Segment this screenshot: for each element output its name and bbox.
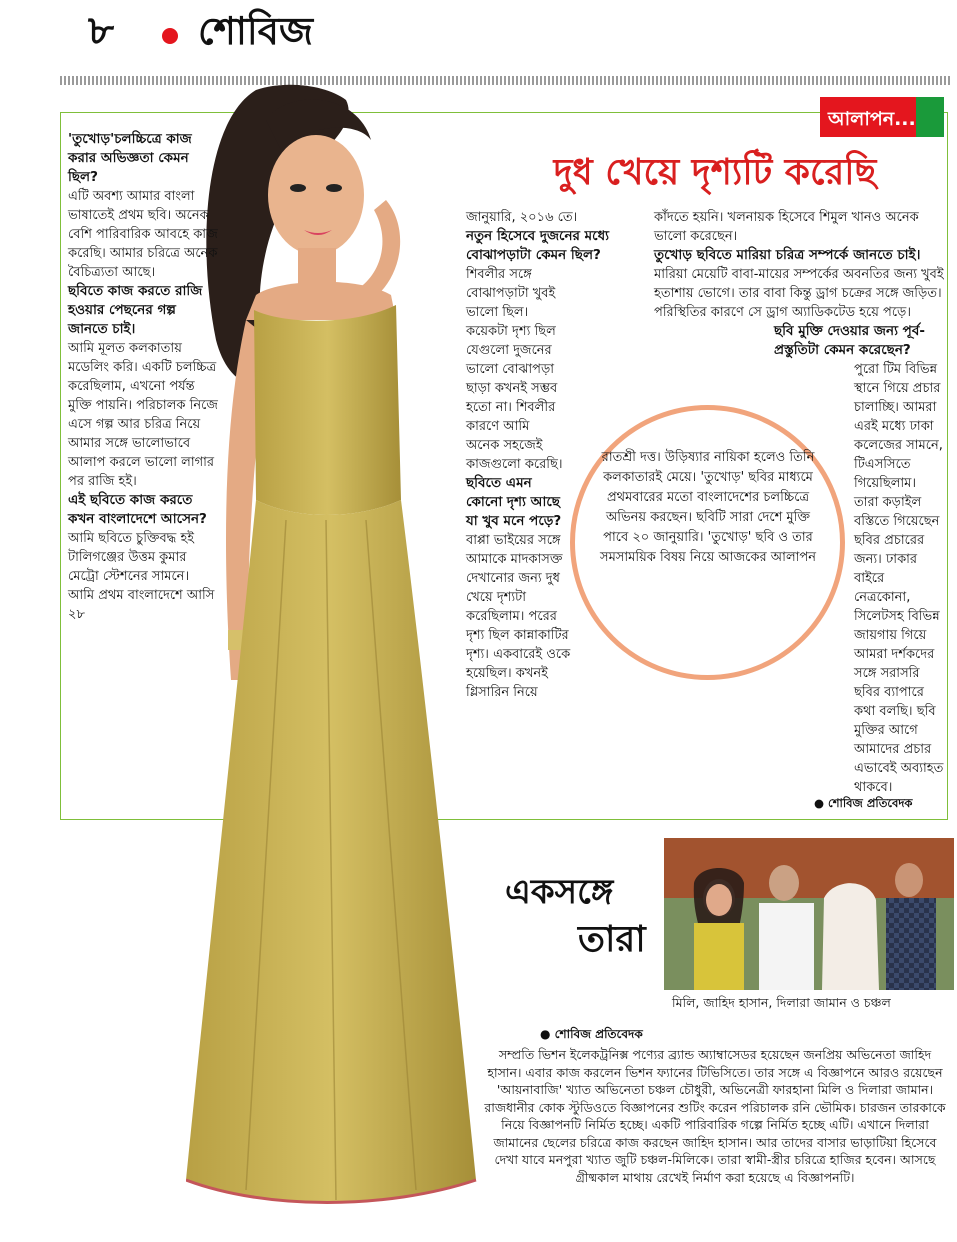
red-dot-icon [162, 28, 178, 44]
headline: দুধ খেয়ে দৃশ্যটি করেছি [553, 152, 877, 193]
story2-body [480, 1046, 950, 1186]
interview-tag-label: আলাপন... [828, 108, 916, 130]
page-number: ৮ [88, 8, 114, 54]
answer: শিবলীর সঙ্গে বোঝাপড়াটা খুবই ভালো ছিল। কয়েকটা দৃশ্য ছিল যেগুলো দুজনের ভালো বোঝাপড়া ছাড়া কখনই সম্ভব হতো না। শিবলীর কারণে আমি অনেক সহজেই কাজগুলো করেছি। [466, 267, 563, 472]
byline: ● শোবিজ প্রতিবেদক [814, 796, 913, 810]
question: ছবিতে কাজ করতে রাজি হওয়ার পেছনের গল্প জানতে চাই। [68, 283, 203, 337]
answer: বাপ্পা ভাইয়ের সঙ্গে আমাকে মাদকাসক্ত দেখানোর জন্য দুধ খেয়ে দৃশ্যটা করেছিলাম। পরের দৃশ্য ছিল কান্নাকাটির দৃশ্য। একবারেই ওকে হয়েছিল। কখনই গ্লিসারিন নিয়ে [466, 533, 571, 700]
question: 'তুখোড়'চলচ্চিত্রে কাজ করার অভিজ্ঞতা কেমন ছিল? [68, 131, 192, 185]
question: ছবিতে এমন কোনো দৃশ্য আছে যা খুব মনে পড়ে? [466, 475, 562, 529]
interview-column-left [68, 130, 218, 624]
byline-text: শোবিজ প্রতিবেদক [828, 796, 913, 810]
interview-tag [820, 97, 944, 137]
question: নতুন হিসেবে দুজনের মধ্যে বোঝাপড়াটা কেমন ছিল? [466, 228, 610, 263]
story2-body-text: সম্প্রতি ভিশন ইলেকট্রনিক্স পণ্যের ব্র্যান্ড অ্যাম্বাসেডর হয়েছেন জনপ্রিয় অভিনেতা জাহিদ হাসান। এবার কাজ করলেন ভিশন ফ্যানের টিভিসিতে। তার সঙ্গে এ বিজ্ঞাপনে আরও রয়েছেন 'আয়নাবাজি' খ্যাত অভিনেতা চঞ্চল চৌধুরী, অভিনেত্রী ফারহানা মিলি ও দিলারা জামান। রাজধানীর কোক স্টুডিওতে বিজ্ঞাপনের শুটিং করেন পরিচালক রনি ভৌমিক। চারজন তারকাকে নিয়ে বিজ্ঞাপনটি নির্মিত হচ্ছে। একটি পারিবারিক গল্পে নির্মিত হচ্ছে এটি। এখানে দিলারা জামানের ছেলের চরিত্রে কাজ করছেন জাহিদ হাসান। আর তাদের বাসার ভাড়াটিয়া হিসেবে দেখা যাবে মনপুরা খ্যাত জুটি চঞ্চল-মিলিকে। তারা স্বামী-স্ত্রীর চরিত্রে হাজির হবেন। আসছে গ্রীষ্মকাল মাথায় রেখেই নির্মাণ করা হয়েছে এ বিজ্ঞাপনটি। [484, 1047, 946, 1185]
answer: পুরো টিম বিভিন্ন স্থানে গিয়ে প্রচার চালাচ্ছি। আমরা এরই মধ্যে ঢাকা কলেজের সামনে, টিএসসিতে গিয়েছিলাম। তারা কড়াইল বস্তিতে গিয়েছেন ছবির প্রচারের জন্য। ঢাকার বাইরে নেত্রকোনা, সিলেটসহ বিভিন্ন জায়গায় গিয়ে আমরা দর্শকদের সঙ্গে সরাসরি ছবির ব্যাপারে কথা বলছি। ছবি মুক্তির আগে আমাদের প্রচার এভাবেই অব্যাহত থাকবে। [854, 362, 944, 795]
model-photo [186, 80, 486, 1220]
answer: আমি ছবিতে চুক্তিবদ্ধ হই টালিগঞ্জের উত্তম কুমার মেট্রো স্টেশনের সামনে। আমি প্রথম বাংলাদেশে আসি ২৮ [68, 531, 215, 622]
photo-caption: মিলি, জাহিদ হাসান, দিলারা জামান ও চঞ্চল [672, 995, 891, 1010]
pull-quote [570, 405, 845, 680]
question: ছবি মুক্তি দেওয়ার জন্য পূর্ব-প্রস্তুতিটা কেমন করেছেন? [774, 323, 925, 358]
section-name: শোবিজ [198, 9, 313, 53]
group-photo [664, 838, 954, 990]
answer: কাঁদতে হয়নি। খলনায়ক হিসেবে শিমুল খানও অনেক ভালো করেছেন। [654, 210, 919, 244]
pull-quote-text: রাতশ্রী দত্ত। উড়িষ্যার নায়িকা হলেও তিনি কলকাতারই মেয়ে। 'তুখোড়' ছবির মাধ্যমে প্রথমবারের মতো বাংলাদেশের চলচ্চিত্রে অভিনয় করছেন। ছবিটি সারা দেশে মুক্তি পাবে ২০ জানুয়ারি। 'তুখোড়' ছবি ও তার সমসাময়িক বিষয় নিয়ে আজকের আলাপন [600, 450, 816, 565]
answer: আমি মূলত কলকাতায় মডেলিং করি। একটি চলচ্চিত্র করেছিলাম, এখনো পর্যন্ত মুক্তি পায়নি। পরিচালক নিজে এসে গল্প আর চরিত্র নিয়ে আমার সঙ্গে ভালোভাবে আলাপ করলে ভালো লাগার পর রাজি হই। [68, 341, 218, 489]
byline-text: শোবিজ প্রতিবেদক [554, 1027, 643, 1041]
story2-title-line2: তারা [578, 919, 646, 960]
answer: মারিয়া মেয়েটি বাবা-মায়ের সম্পর্কের অবনতির জন্য খুবই হতাশায় ভোগে। তার বাবা কিন্তু ড্রাগ চক্রের সঙ্গে জড়িত। পরিস্থিতির কারণে সে ড্রাগ অ্যাডিকটেড হয়ে পড়ে। [654, 267, 944, 320]
byline: ● শোবিজ প্রতিবেদক [540, 1027, 643, 1041]
answer: এটি অবশ্য আমার বাংলা ভাষাতেই প্রথম ছবি। অনেক বেশি পারিবারিক আবহে কাজ করেছি। আমার চরিত্রে অনেক বৈচিত্র্যতা আছে। [68, 189, 218, 280]
question: এই ছবিতে কাজ করতে কখন বাংলাদেশে আসেন? [68, 492, 207, 527]
answer: জানুয়ারি, ২০১৬ তে। [466, 210, 578, 225]
question: তুখোড় ছবিতে মারিয়া চরিত্র সম্পর্কে জানতে চাই। [654, 247, 921, 263]
story2-title-line1: একসঙ্গে [505, 872, 614, 912]
